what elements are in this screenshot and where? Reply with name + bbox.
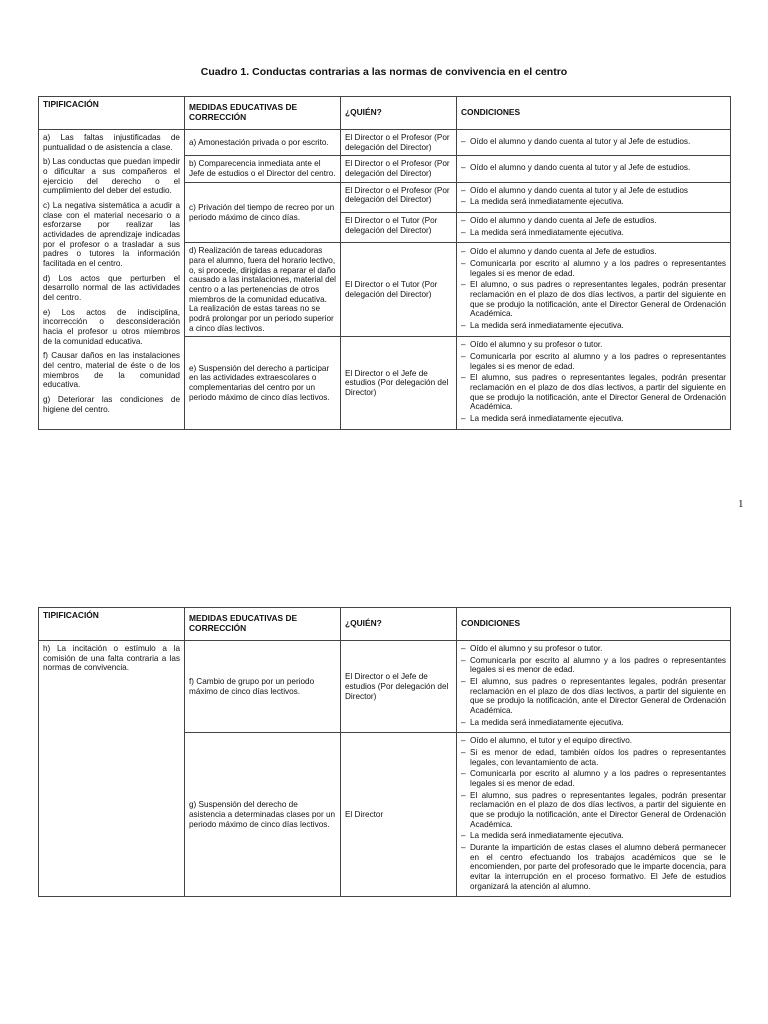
condition-item: – Si es menor de edad, también oídos los padres o representantes legales, con levantamiento de acta. (461, 748, 726, 767)
medida-cell: g) Suspensión del derecho de asistencia a determinadas clases por un periodo máximo de cinco días lectivos. (185, 733, 341, 897)
table-row (39, 641, 731, 733)
condition-item: – Oído el alumno y dando cuenta al Jefe de estudios. (461, 247, 726, 257)
condiciones-cell (457, 156, 731, 182)
condition-item: – La medida será inmediatamente ejecutiva. (461, 197, 726, 207)
header-condiciones: CONDICIONES (457, 97, 731, 130)
tipificacion-item: f) Causar daños en las instalaciones del centro, material de éste o de los miembros de la comunidad educativa. (43, 351, 180, 390)
condition-item: – Oído el alumno, el tutor y el equipo directivo. (461, 736, 726, 746)
condition-item: – Oído el alumno y dando cuenta al tutor y al Jefe de estudios. (461, 137, 726, 147)
quien-cell: El Director o el Jefe de estudios (Por delegación del Director) (341, 337, 457, 429)
tipificacion-item: b) Las conductas que puedan impedir o dificultar a sus compañeros el ejercicio del derecho o el cumplimiento del deber del estudio. (43, 157, 181, 196)
condition-item: – La medida será inmediatamente ejecutiva. (461, 321, 726, 331)
medida-cell: d) Realización de tareas educadoras para el alumno, fuera del horario lectivo, o, si procede, dirigidas a reparar el daño causado a las instalaciones, material del centro o a las pertenencias de otros miembros de la comunidad educativa. La realización de estas tareas no se podrá prolongar por un periodo superior a cinco días lectivos. (185, 243, 341, 337)
condition-item: – La medida será inmediatamente ejecutiva. (461, 831, 726, 841)
condition-item: – El alumno, sus padres o representantes legales, podrán presentar reclamación en el plazo de dos días lectivos, a partir del siguiente en que se produjo la notificación, ante el Director General de Ordenación Académica. (461, 677, 726, 716)
medida-cell: c) Privación del tiempo de recreo por un periodo máximo de cinco días. (185, 182, 341, 243)
tipificacion-item: g) Deteriorar las condiciones de higiene del centro. (43, 395, 180, 414)
condition-item: – La medida será inmediatamente ejecutiva. (461, 414, 726, 424)
quien-cell: El Director o el Jefe de estudios (Por delegación del Director) (341, 641, 457, 733)
header-tipificacion: TIPIFICACIÓN (39, 608, 185, 641)
quien-cell: El Director o el Tutor (Por delegación del Director) (341, 243, 457, 337)
condition-item: – La medida será inmediatamente ejecutiva. (461, 228, 726, 238)
medida-cell: f) Cambio de grupo por un periodo máximo de cinco días lectivos. (185, 641, 341, 733)
document-title: Cuadro 1. Conductas contrarias a las normas de convivencia en el centro (200, 66, 568, 78)
header-medidas: MEDIDAS EDUCATIVAS DE CORRECCIÓN (185, 608, 341, 641)
condiciones-cell (457, 733, 731, 897)
condiciones-cell (457, 130, 731, 156)
tipificacion-item: d) Los actos que perturben el desarrollo normal de las actividades del centro. (43, 273, 180, 303)
medida-cell: b) Comparecencia inmediata ante el Jefe de estudios o el Director del centro. (185, 156, 341, 182)
condition-item: – Oído el alumno y dando cuenta al tutor y al Jefe de estudios. (461, 163, 726, 173)
medida-cell: e) Suspensión del derecho a participar en las actividades extraescolares o complementarias del centro por un periodo máximo de cinco días lectivos. (185, 337, 341, 429)
header-quien: ¿QUIÉN? (341, 97, 457, 130)
medida-cell: a) Amonestación privada o por escrito. (185, 130, 341, 156)
condition-item: – Oído el alumno y su profesor o tutor. (461, 340, 726, 350)
conduct-table-2 (38, 607, 731, 897)
tipificacion-cell (39, 641, 185, 897)
condition-item: – Durante la impartición de estas clases el alumno deberá permanecer en el centro efectuando los trabajos académicos que se le encomienden, por parte del profesorado que le imparte docencia, para evitar la interrupción en el proceso formativo. El Jefe de estudios organizará la atención al alumno. (461, 843, 726, 891)
condiciones-cell (457, 182, 731, 212)
header-condiciones: CONDICIONES (457, 608, 731, 641)
tipificacion-cell (39, 130, 185, 430)
table-header-row (39, 97, 731, 130)
condition-item: – Oído el alumno y dando cuenta al Jefe de estudios. (461, 216, 726, 226)
condition-item: – Comunicarla por escrito al alumno y a los padres o representantes legales si es menor de edad. (461, 352, 726, 371)
condition-item: – Oído el alumno y dando cuenta al tutor y al Jefe de estudios (461, 186, 726, 196)
table-header-row (39, 608, 731, 641)
condition-item: – El alumno, sus padres o representantes legales, podrán presentar reclamación en el plazo de dos días lectivos, a partir del siguiente en que se produjo la notificación, ante el Director General de Ordenación Académica. (461, 373, 726, 412)
tipificacion-item: a) Las faltas injustificadas de puntualidad o de asistencia a clase. (43, 133, 180, 152)
quien-cell: El Director o el Profesor (Por delegación del Director) (341, 130, 457, 156)
condition-item: – El alumno, sus padres o representantes legales, podrán presentar reclamación en el plazo de dos días lectivos, a partir del siguiente en que se produjo la notificación, ante el Director General de Ordenación Académica. (461, 791, 726, 830)
condition-item: – El alumno, o sus padres o representantes legales, podrán presentar reclamación en el plazo de dos días lectivos, a partir del siguiente en que se produjo la notificación, ante el Director General de Ordenación Académica. (461, 280, 726, 319)
condition-item: – Comunicarla por escrito al alumno y a los padres o representantes legales si es menor de edad. (461, 259, 726, 278)
quien-cell: El Director (341, 733, 457, 897)
tipificacion-item: e) Los actos de indisciplina, incorrección o desconsideración hacia el profesor u otros miembros de la comunidad educativa. (43, 307, 180, 346)
header-tipificacion: TIPIFICACIÓN (39, 97, 185, 130)
table-row (39, 130, 731, 156)
quien-cell: El Director o el Profesor (Por delegación del Director) (341, 156, 457, 182)
header-quien: ¿QUIÉN? (341, 608, 457, 641)
condition-item: – La medida será inmediatamente ejecutiva. (461, 718, 726, 728)
condiciones-cell (457, 641, 731, 733)
page-number: 1 (738, 498, 744, 510)
quien-cell: El Director o el Profesor (Por delegación del Director) (341, 182, 457, 212)
header-medidas: MEDIDAS EDUCATIVAS DE CORRECCIÓN (185, 97, 341, 130)
tipificacion-item: c) La negativa sistemática a acudir a clase con el material necesario o a esforzarse por realizar las actividades de aprendizaje indicadas por el profesor o a trasladar a sus padres o tutores la información facilitada en el centro. (43, 201, 180, 269)
condition-item: – Comunicarla por escrito al alumno y a los padres o representantes legales si es menor de edad. (461, 656, 726, 675)
condiciones-cell (457, 337, 731, 429)
quien-cell: El Director o el Tutor (Por delegación del Director) (341, 213, 457, 243)
conduct-table-1 (38, 96, 731, 430)
condiciones-cell (457, 243, 731, 337)
tipificacion-item: h) La incitación o estímulo a la comisión de una falta contraria a las normas de convivencia. (43, 644, 180, 673)
condiciones-cell (457, 213, 731, 243)
condition-item: – Oído el alumno y su profesor o tutor. (461, 644, 726, 654)
condition-item: – Comunicarla por escrito al alumno y a los padres o representantes legales si es menor de edad. (461, 769, 726, 788)
